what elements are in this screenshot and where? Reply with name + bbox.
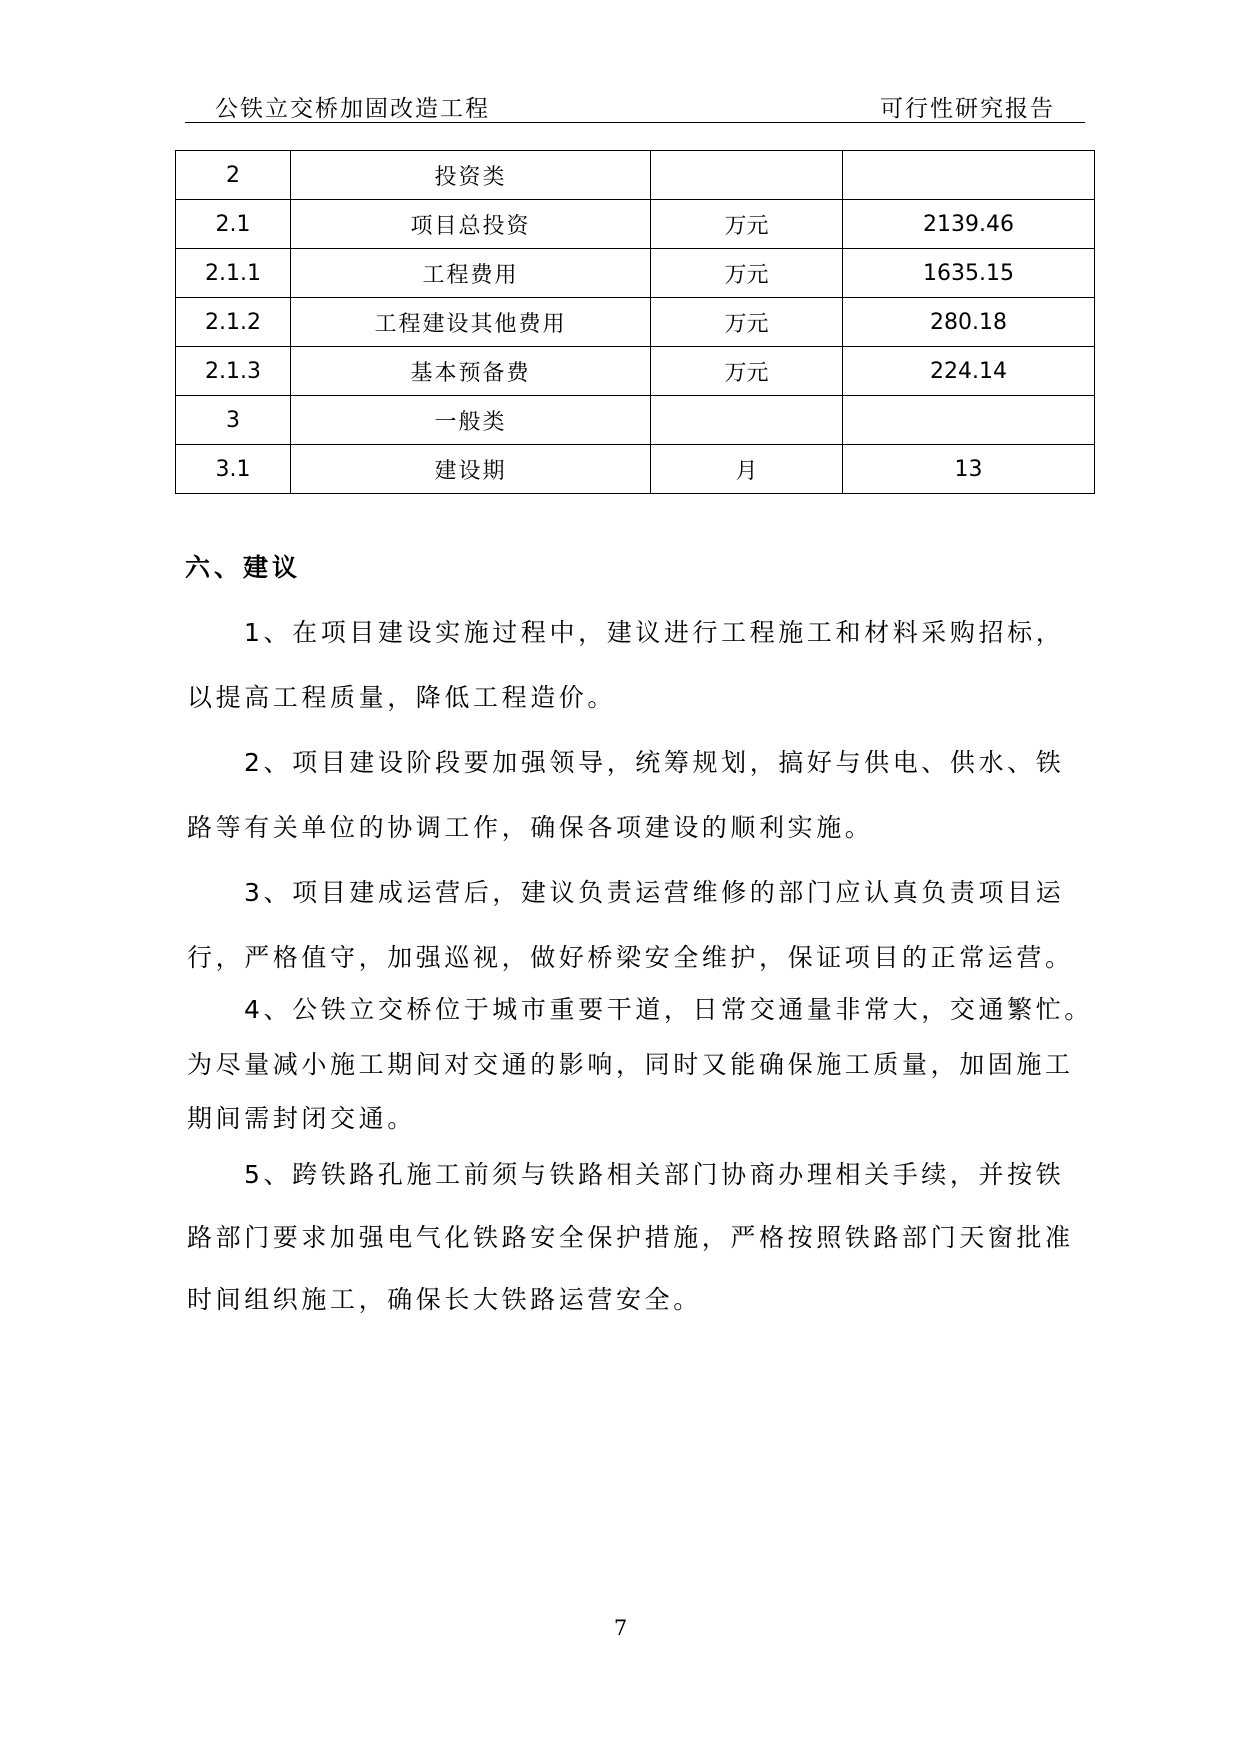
paragraph-line: 1、在项目建设实施过程中，建议进行工程施工和材料采购招标， — [244, 618, 1065, 647]
row-unit: 万元 — [651, 249, 843, 298]
table-row — [176, 347, 1095, 396]
table-row — [176, 396, 1095, 445]
header-report-title: 可行性研究报告 — [880, 96, 1055, 122]
section-title: 六、建议 — [185, 553, 302, 582]
table-row — [176, 298, 1095, 347]
paragraph-line: 行，严格值守，加强巡视，做好桥梁安全维护，保证项目的正常运营。 — [187, 943, 1074, 972]
table-row — [176, 200, 1095, 249]
row-value: 280.18 — [843, 298, 1095, 347]
row-unit — [651, 151, 843, 200]
table-row — [176, 445, 1095, 494]
row-number: 2.1.2 — [176, 298, 291, 347]
row-value: 2139.46 — [843, 200, 1095, 249]
header-project-title: 公铁立交桥加固改造工程 — [215, 96, 490, 122]
paragraph-line: 5、跨铁路孔施工前须与铁路相关部门协商办理相关手续，并按铁 — [244, 1160, 1065, 1189]
row-unit: 万元 — [651, 200, 843, 249]
row-number: 2.1.3 — [176, 347, 291, 396]
paragraph-line: 4、公铁立交桥位于城市重要干道，日常交通量非常大，交通繁忙。 — [244, 995, 1093, 1024]
page-number: 7 — [613, 1616, 628, 1640]
table-row — [176, 249, 1095, 298]
page-header — [185, 82, 1085, 123]
row-value: 1635.15 — [843, 249, 1095, 298]
row-number: 2.1 — [176, 200, 291, 249]
paragraph-line: 以提高工程质量，降低工程造价。 — [187, 683, 617, 712]
row-name: 基本预备费 — [291, 347, 651, 396]
paragraph-line: 时间组织施工，确保长大铁路运营安全。 — [187, 1285, 702, 1314]
row-number: 2.1.1 — [176, 249, 291, 298]
paragraph-line: 2、项目建设阶段要加强领导，统筹规划，搞好与供电、供水、铁 — [244, 748, 1065, 777]
row-name: 投资类 — [291, 151, 651, 200]
paragraph-line: 路等有关单位的协调工作，确保各项建设的顺利实施。 — [187, 813, 874, 842]
summary-table — [175, 150, 1095, 494]
paragraph-line: 3、项目建成运营后，建议负责运营维修的部门应认真负责项目运 — [244, 878, 1065, 907]
paragraph-line: 期间需封闭交通。 — [187, 1104, 416, 1133]
row-value: 224.14 — [843, 347, 1095, 396]
row-number: 2 — [176, 151, 291, 200]
row-unit: 月 — [651, 445, 843, 494]
row-name: 工程费用 — [291, 249, 651, 298]
paragraph-line: 路部门要求加强电气化铁路安全保护措施，严格按照铁路部门天窗批准 — [187, 1223, 1074, 1252]
paragraph-line: 为尽量减小施工期间对交通的影响，同时又能确保施工质量，加固施工 — [187, 1050, 1074, 1079]
row-name: 一般类 — [291, 396, 651, 445]
row-name: 工程建设其他费用 — [291, 298, 651, 347]
row-unit: 万元 — [651, 298, 843, 347]
row-name: 项目总投资 — [291, 200, 651, 249]
row-name: 建设期 — [291, 445, 651, 494]
row-number: 3.1 — [176, 445, 291, 494]
row-number: 3 — [176, 396, 291, 445]
table-row — [176, 151, 1095, 200]
row-unit: 万元 — [651, 347, 843, 396]
row-value — [843, 396, 1095, 445]
row-value — [843, 151, 1095, 200]
row-unit — [651, 396, 843, 445]
row-value: 13 — [843, 445, 1095, 494]
